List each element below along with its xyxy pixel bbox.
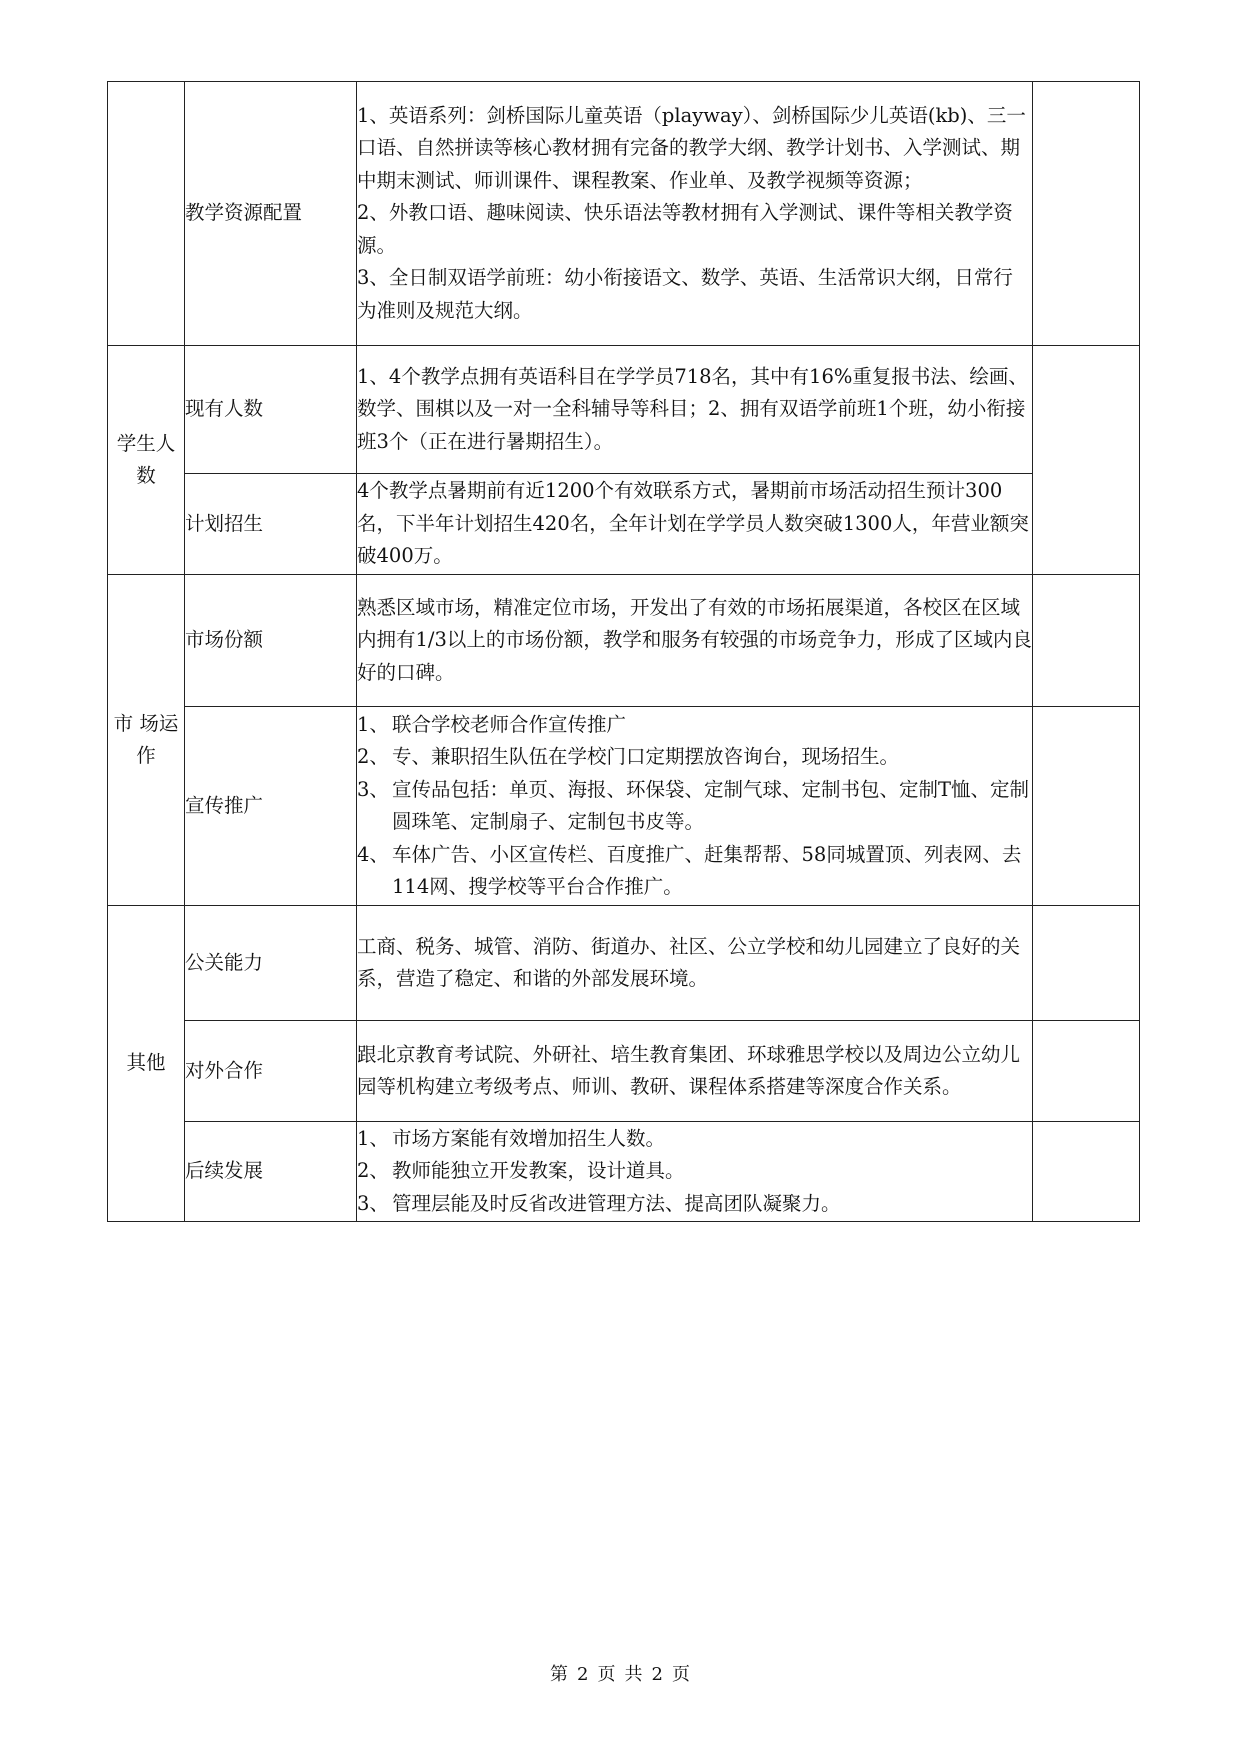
content-current: 1、4个教学点拥有英语科目在学学员718名，其中有16%重复报书法、绘画、数学、围棋以及一对一全科辅导等科目；2、拥有双语学前班1个班，幼小衔接班3个（正在进行暑期招生）。 xyxy=(357,346,1033,474)
paragraph: 2、外教口语、趣味阅读、快乐语法等教材拥有入学测试、课件等相关教学资源。 xyxy=(357,201,1013,257)
row-teaching-resources xyxy=(108,82,1140,346)
page-footer xyxy=(0,1660,1241,1686)
footer-ye2: 页 xyxy=(671,1664,691,1685)
paragraph: 1、英语系列：剑桥国际儿童英语（playway）、剑桥国际少儿英语(kb)、三一口语、自然拼读等核心教材拥有完备的教学大纲、教学计划书、入学测试、期中期末测试、师训课件、课程教案、作业单、及教学视频等资源； xyxy=(357,103,1026,192)
remark-cell xyxy=(1033,346,1140,575)
content-cooperation: 跟北京教育考试院、外研社、培生教育集团、环球雅思学校以及周边公立幼儿园等机构建立考级考点、师训、教研、课程体系搭建等深度合作关系。 xyxy=(357,1021,1033,1122)
row-market-share xyxy=(108,575,1140,707)
document-table xyxy=(107,81,1140,1222)
footer-di: 第 xyxy=(550,1664,570,1685)
category-market: 市 场运作 xyxy=(108,575,185,906)
list-item: 3、 宣传品包括：单页、海报、环保袋、定制气球、定制书包、定制T恤、定制圆珠笔、定制扇子、定制包书皮等。 xyxy=(357,777,1030,833)
footer-page-number: 2 xyxy=(577,1664,590,1685)
row-label-development: 后续发展 xyxy=(185,1122,357,1222)
row-label-share: 市场份额 xyxy=(185,575,357,707)
footer-ye: 页 xyxy=(597,1664,617,1685)
row-label-teaching-resources: 教学资源配置 xyxy=(185,82,357,346)
remark-cell xyxy=(1033,575,1140,707)
row-current-students xyxy=(108,346,1140,474)
row-development xyxy=(108,1122,1140,1222)
content-pr: 工商、税务、城管、消防、街道办、社区、公立学校和幼儿园建立了良好的关系，营造了稳定、和谐的外部发展环境。 xyxy=(357,906,1033,1021)
content-teaching-resources xyxy=(357,82,1033,346)
row-cooperation xyxy=(108,1021,1140,1122)
list-item: 1、 联合学校老师合作宣传推广 xyxy=(357,712,627,736)
category-other: 其他 xyxy=(108,906,185,1222)
row-label-promotion: 宣传推广 xyxy=(185,707,357,906)
footer-gong: 共 xyxy=(624,1664,644,1685)
category-cell-empty xyxy=(108,82,185,346)
footer-total-pages: 2 xyxy=(651,1664,664,1685)
remark-cell xyxy=(1033,707,1140,906)
list-item: 1、 市场方案能有效增加招生人数。 xyxy=(357,1126,666,1150)
content-promotion xyxy=(357,707,1033,906)
content-share: 熟悉区域市场，精准定位市场，开发出了有效的市场拓展渠道，各校区在区域内拥有1/3以上的市场份额，教学和服务有较强的市场竞争力，形成了区域内良好的口碑。 xyxy=(357,575,1033,707)
list-item: 2、 专、兼职招生队伍在学校门口定期摆放咨询台，现场招生。 xyxy=(357,745,900,768)
remark-cell xyxy=(1033,1021,1140,1122)
remark-cell xyxy=(1033,1122,1140,1222)
list-item: 4、 车体广告、小区宣传栏、百度推广、赶集帮帮、58同城置顶、列表网、去114网、搜学校等平台合作推广。 xyxy=(357,842,1022,898)
content-development xyxy=(357,1122,1033,1222)
row-label-cooperation: 对外合作 xyxy=(185,1021,357,1122)
list-item: 2、 教师能独立开发教案，设计道具。 xyxy=(357,1159,685,1183)
row-label-plan: 计划招生 xyxy=(185,474,357,575)
row-label-current: 现有人数 xyxy=(185,346,357,474)
remark-cell xyxy=(1033,82,1140,346)
list-item: 3、 管理层能及时反省改进管理方法、提高团队凝聚力。 xyxy=(357,1191,841,1215)
remark-cell xyxy=(1033,906,1140,1021)
row-promotion xyxy=(108,707,1140,906)
category-students: 学生人数 xyxy=(108,346,185,575)
row-pr xyxy=(108,906,1140,1021)
paragraph: 3、全日制双语学前班：幼小衔接语文、数学、英语、生活常识大纲，日常行为准则及规范大纲。 xyxy=(357,266,1013,322)
row-plan-enrollment xyxy=(108,474,1140,575)
row-label-pr: 公关能力 xyxy=(185,906,357,1021)
content-plan: 4个教学点暑期前有近1200个有效联系方式，暑期前市场活动招生预计300名，下半年计划招生420名，全年计划在学学员人数突破1300人，年营业额突破400万。 xyxy=(357,474,1033,575)
